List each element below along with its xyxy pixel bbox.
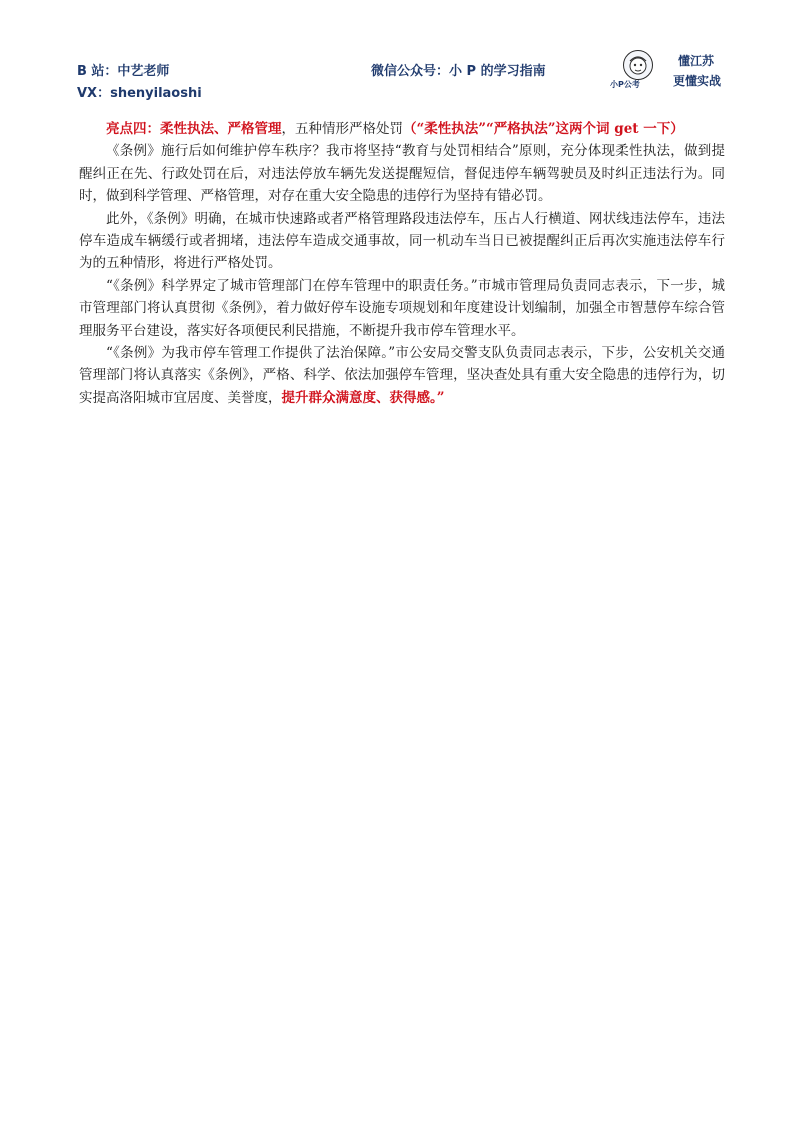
title-highlight: 亮点四：柔性执法、严格管理 bbox=[106, 121, 282, 137]
title-note: （“柔性执法”“严格执法”这两个词 get 一下） bbox=[403, 121, 684, 137]
logo-brand-text: 小P公考 bbox=[610, 80, 640, 89]
paragraph-4-highlight: 提升群众满意度、获得感。” bbox=[281, 389, 445, 406]
wechat-account: 微信公众号：小 P 的学习指南 bbox=[371, 64, 546, 79]
paragraph-4-text: “《条例》为我市停车管理工作提供了法治保障。”市公安局交警支队负责同志表示，下步，公安机关交通管理部门将认真落实《条例》，严格、科学、依法加强停车管理，坚决查处具有重大安全隐患的违停行为，切实提高洛阳城市宜居度、美誉度， bbox=[79, 345, 725, 406]
logo-slogan-line2: 更懂实战 bbox=[673, 74, 722, 88]
page-header bbox=[0, 0, 800, 100]
paragraph-4 bbox=[79, 342, 725, 409]
logo-slogan-line1: 懂江苏 bbox=[678, 54, 715, 68]
paragraph-3: “《条例》科学界定了城市管理部门在停车管理中的职责任务。”市城市管理局负责同志表示，下一步，城市管理部门将认真贯彻《条例》，着力做好停车设施专项规划和年度建设计划编制，加强全市智慧停车综合管理服务平台建设，落实好各项便民利民措施，不断提升我市停车管理水平。 bbox=[79, 277, 725, 339]
paragraph-2: 此外，《条例》明确，在城市快速路或者严格管理路段违法停车，压占人行横道、网状线违法停车，违法停车造成车辆缓行或者拥堵，违法停车造成交通事故，同一机动车当日已被提醒纠正后再次实施违法停车行为的五种情形，将进行严格处罚。 bbox=[79, 210, 725, 272]
logo bbox=[606, 46, 736, 96]
title-text: ，五种情形严格处罚 bbox=[281, 121, 403, 137]
section-title bbox=[79, 118, 725, 140]
bilibili-account: B 站：中艺老师 bbox=[77, 64, 170, 79]
document-body bbox=[79, 118, 725, 409]
paragraph-1: 《条例》施行后如何维护停车秩序？我市将坚持“教育与处罚相结合”原则，充分体现柔性执法，做到提醒纠正在先、行政处罚在后，对违法停放车辆先发送提醒短信，督促违停车辆驾驶员及时纠正违法行为。同时，做到科学管理、严格管理，对存在重大安全隐患的违停行为坚持有错必罚。 bbox=[79, 143, 725, 205]
vx-account: VX：shenyilaoshi bbox=[77, 86, 202, 101]
cartoon-face-icon bbox=[623, 50, 653, 80]
